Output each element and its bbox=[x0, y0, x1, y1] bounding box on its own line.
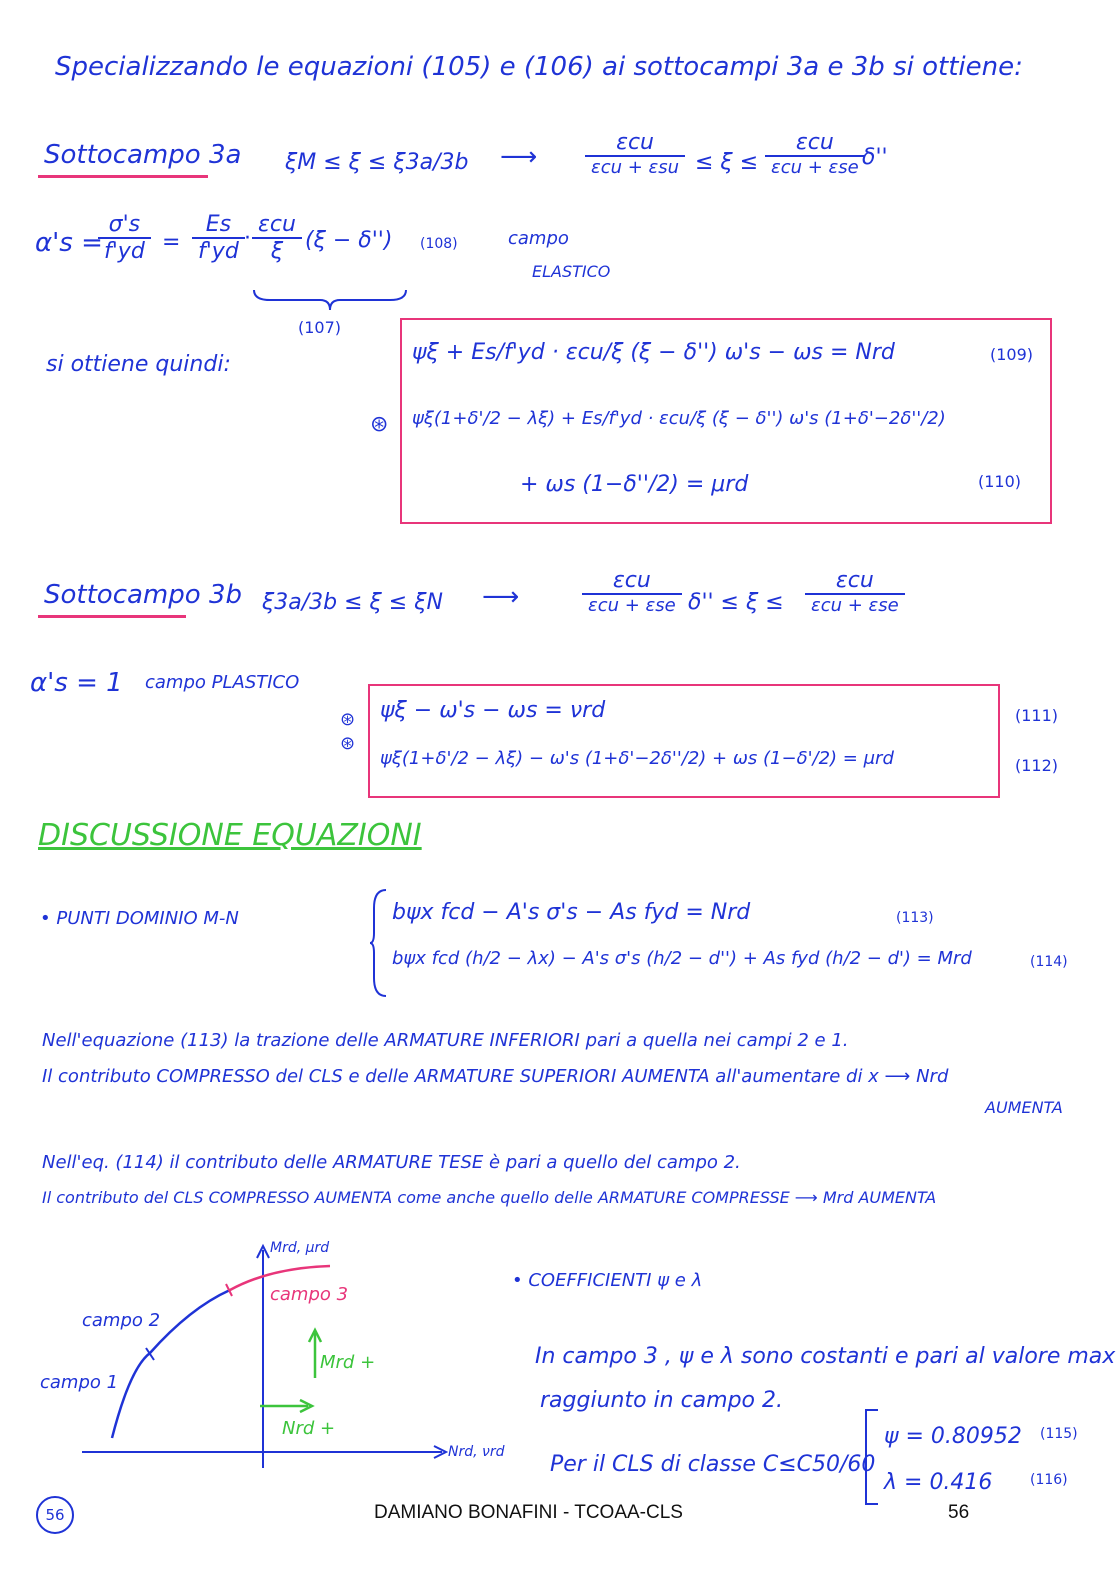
campo-label: campo bbox=[508, 228, 569, 249]
intro-text: Specializzando le equazioni (105) e (106) ai sottocampi 3a e 3b si ottiene: bbox=[55, 52, 1023, 82]
eq-110-line2: + ωs (1−δ''/2) = μrd bbox=[520, 472, 749, 497]
paragraph-1-line-1: Nell'equazione (113) la trazione delle ARMATURE INFERIORI pari a quella nei campi 2 e 1. bbox=[42, 1030, 849, 1051]
coefficienti-text-line-3: Per il CLS di classe C≤C50/60 bbox=[550, 1452, 876, 1477]
sottocampo-3a-title: Sottocampo 3a bbox=[44, 140, 242, 170]
si-ottiene-text: si ottiene quindi: bbox=[46, 352, 231, 377]
footer-author: DAMIANO BONAFINI - TCOAA-CLS bbox=[374, 1502, 683, 1523]
graph-x-label: Nrd, νrd bbox=[448, 1444, 505, 1460]
psi-tag: (115) bbox=[1040, 1426, 1078, 1442]
bracket-path bbox=[866, 1410, 878, 1504]
eq-111: ψξ − ω's − ωs = νrd bbox=[380, 698, 606, 723]
interaction-diagram bbox=[70, 1238, 490, 1478]
brace-path bbox=[254, 290, 406, 310]
sub3b-stars: ⊛ ⊛ bbox=[340, 709, 356, 754]
frac-numerator: εcu bbox=[765, 130, 865, 157]
coefficienti-text-line-2: raggiunto in campo 2. bbox=[540, 1388, 783, 1413]
alpha-es-fraction bbox=[192, 212, 245, 264]
brace-path bbox=[370, 890, 386, 996]
sub3b-range-rhs-fraction bbox=[805, 568, 905, 616]
alpha-tail: (ξ − δ'') bbox=[305, 228, 393, 253]
sub3b-range: ξ3a/3b ≤ ξ ≤ ξN bbox=[262, 590, 443, 615]
sub3b-range-mid: δ'' ≤ ξ ≤ bbox=[688, 590, 784, 615]
sottocampo-3a-underline bbox=[38, 175, 208, 178]
page-circle: 56 bbox=[36, 1496, 74, 1534]
frac-numerator: σ's bbox=[98, 212, 151, 239]
sottocampo-3b-underline bbox=[38, 615, 186, 618]
eq-110-line1: ψξ(1+δ'/2 − λξ) + Es/f'yd · εcu/ξ (ξ − δ'') ω's (1+δ'−2δ''/2) bbox=[412, 408, 946, 429]
sub3b-range-lhs-fraction bbox=[582, 568, 682, 616]
eq-111-tag: (111) bbox=[1015, 706, 1059, 725]
sub3a-arrow: ⟶ bbox=[500, 142, 538, 172]
sub3a-range-mid: ≤ ξ ≤ bbox=[695, 150, 759, 175]
lambda-tag: (116) bbox=[1030, 1472, 1068, 1488]
eq-109-tag: (109) bbox=[990, 345, 1034, 364]
sub3b-arrow: ⟶ bbox=[482, 582, 520, 612]
paragraph-1-line-3: AUMENTA bbox=[985, 1098, 1063, 1117]
eq-114-tag: (114) bbox=[1030, 954, 1068, 970]
eq-113: bψx fcd − A's σ's − As fyd = Nrd bbox=[392, 900, 751, 925]
sub3a-range: ξM ≤ ξ ≤ ξ3a/3b bbox=[285, 150, 469, 175]
frac-denominator: f'yd bbox=[198, 239, 239, 264]
frac-denominator: εcu + εse bbox=[811, 595, 899, 616]
lambda-value: λ = 0.416 bbox=[884, 1470, 993, 1495]
graph-mrd-plus: Mrd + bbox=[320, 1352, 376, 1373]
eq-114: bψx fcd (h/2 − λx) − A's σ's (h/2 − d'') + As fyd (h/2 − d') = Mrd bbox=[392, 948, 972, 969]
frac-numerator: εcu bbox=[582, 568, 682, 595]
graph-campo-2: campo 2 bbox=[82, 1310, 161, 1331]
paragraph-2-line-2: Il contributo del CLS COMPRESSO AUMENTA come anche quello delle ARMATURE COMPRESSE ⟶ Mrd AUMENTA bbox=[42, 1188, 937, 1207]
alpha-dot: · bbox=[244, 226, 251, 251]
alpha-lhs: α's = bbox=[35, 228, 103, 258]
psi-value: ψ = 0.80952 bbox=[884, 1424, 1022, 1449]
paragraph-1-line-2: Il contributo COMPRESSO del CLS e delle ARMATURE SUPERIORI AUMENTA all'aumentare di x ⟶ Nrd bbox=[42, 1066, 949, 1087]
frac-denominator: f'yd bbox=[104, 239, 145, 264]
sub3b-campo: campo PLASTICO bbox=[145, 672, 300, 693]
system-brace bbox=[368, 888, 390, 998]
footer-page-number: 56 bbox=[948, 1502, 970, 1523]
discussion-title: DISCUSSIONE EQUAZIONI bbox=[38, 818, 422, 853]
sub3a-range-rhs-fraction bbox=[765, 130, 865, 178]
graph-campo-1: campo 1 bbox=[40, 1372, 119, 1393]
paragraph-2-line-1: Nell'eq. (114) il contributo delle ARMATURE TESE è pari a quello del campo 2. bbox=[42, 1152, 741, 1173]
sub3a-range-lhs-fraction bbox=[585, 130, 685, 178]
frac-numerator: εcu bbox=[252, 212, 302, 239]
coefficienti-text-line-1: In campo 3 , ψ e λ sono costanti e pari al valore max bbox=[535, 1344, 1116, 1369]
frac-denominator: ξ bbox=[270, 239, 284, 264]
sottocampo-3b-title: Sottocampo 3b bbox=[44, 580, 242, 610]
graph-y-label: Mrd, μrd bbox=[270, 1240, 330, 1256]
frac-numerator: Es bbox=[192, 212, 245, 239]
eq-109: ψξ + Es/f'yd · εcu/ξ (ξ − δ'') ω's − ωs = Nrd bbox=[412, 340, 895, 365]
eq-107-tag: (107) bbox=[298, 318, 342, 337]
sub3a-range-tail: δ'' bbox=[862, 145, 888, 170]
eq-112: ψξ(1+δ'/2 − λξ) − ω's (1+δ'−2δ''/2) + ωs (1−δ'/2) = μrd bbox=[380, 748, 894, 769]
alpha-ecu-fraction bbox=[252, 212, 302, 264]
sub3b-alpha: α's = 1 bbox=[30, 668, 123, 698]
campo-elastico-label: ELASTICO bbox=[532, 262, 611, 281]
frac-numerator: εcu bbox=[805, 568, 905, 595]
brace-107 bbox=[250, 288, 410, 314]
coeff-bracket bbox=[862, 1408, 882, 1508]
frac-denominator: εcu + εse bbox=[771, 157, 859, 178]
alpha-equals: = bbox=[162, 230, 181, 255]
eq-112-tag: (112) bbox=[1015, 756, 1059, 775]
star-marker: ⊛ bbox=[370, 412, 389, 437]
coefficienti-bullet: • COEFFICIENTI ψ e λ bbox=[512, 1270, 703, 1291]
eq-113-tag: (113) bbox=[896, 910, 934, 926]
frac-numerator: εcu bbox=[585, 130, 685, 157]
eq-110-tag: (110) bbox=[978, 472, 1022, 491]
graph-campo-3: campo 3 bbox=[270, 1284, 349, 1305]
frac-denominator: εcu + εse bbox=[588, 595, 676, 616]
alpha-fraction bbox=[98, 212, 151, 264]
eq-108-tag: (108) bbox=[420, 236, 458, 252]
punti-dominio-bullet: • PUNTI DOMINIO M-N bbox=[40, 908, 239, 929]
graph-nrd-plus: Nrd + bbox=[282, 1418, 336, 1439]
frac-denominator: εcu + εsu bbox=[591, 157, 680, 178]
